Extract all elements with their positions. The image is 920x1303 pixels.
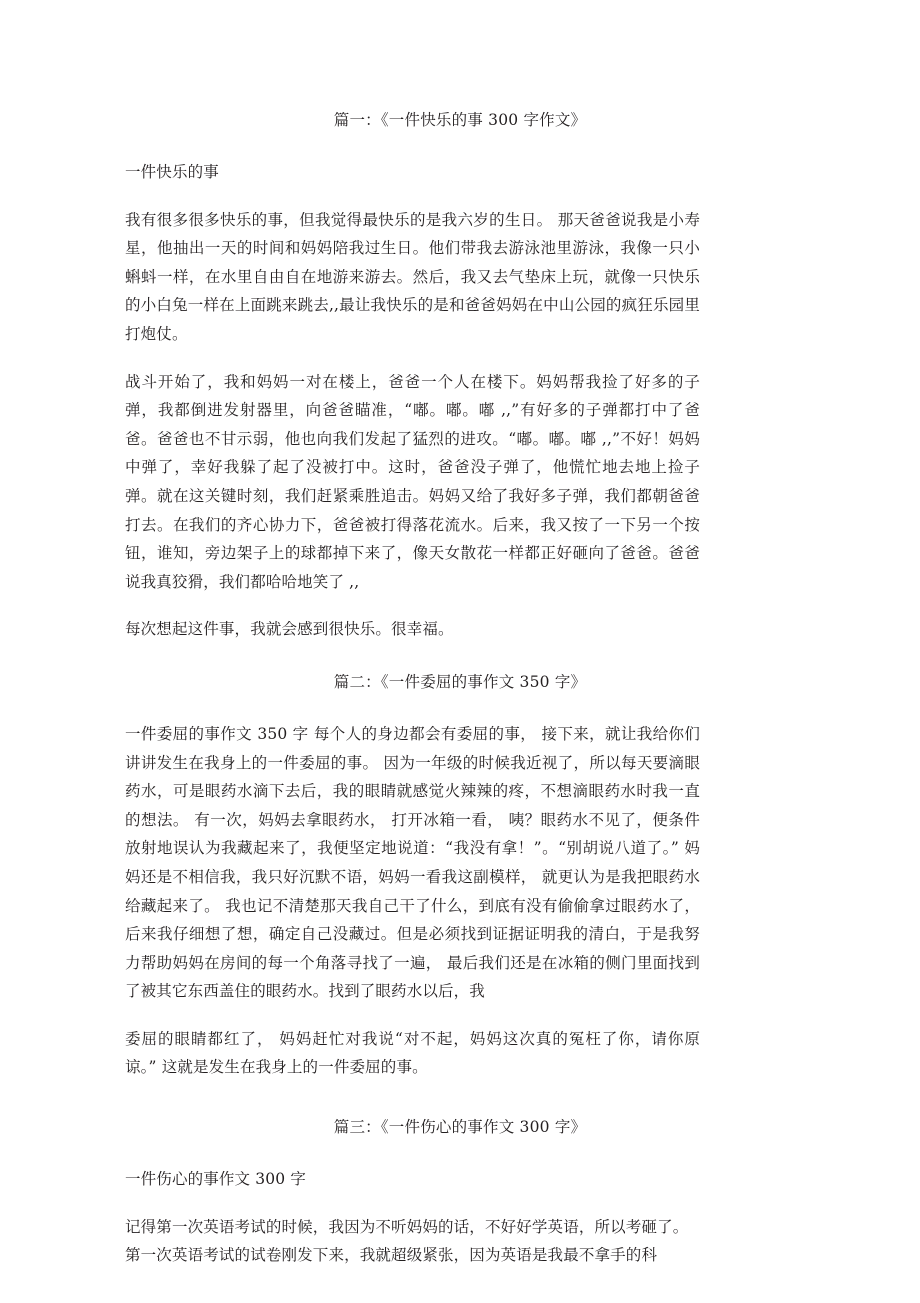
spacer-after-heading-two — [125, 694, 700, 720]
spacer-after-subtitle-one — [125, 187, 700, 206]
spacer-one-p1 — [125, 349, 700, 368]
top-margin-spacer — [125, 0, 700, 108]
section-two-paragraph-2: 委屈的眼睛都红了， 妈妈赶忙对我说“对不起，妈妈这次真的冤枉了你，请你原谅。” 这就是发生在我身上的一件委屈的事。 — [125, 1029, 700, 1077]
section-two-heading: 篇二：《一件委屈的事作文 350 字》 — [333, 672, 587, 691]
section-three-subtitle: 一件伤心的事作文 300 字 — [125, 1170, 307, 1189]
section-two-heading-wrap — [0, 670, 920, 694]
spacer-two-p1 — [125, 1006, 700, 1025]
section-one-paragraph-1: 我有很多很多快乐的事，但我觉得最快乐的是我六岁的生日。 那天爸爸说我是小寿星，他抽出一天的时间和妈妈陪我过生日。他们带我去游泳池里游泳，我像一只小蝌蚪一样，在水里自由自在地游来游去。然后，我又去气垫床上玩，就像一只快乐的小白兔一样在上面跳来跳去,,最让我快乐的是和爸爸妈妈在中山公园的疯狂乐园里打炮仗。 — [125, 210, 700, 343]
section-one-paragraph-3: 每次想起这件事，我就会感到很快乐。很幸福。 — [125, 620, 454, 639]
spacer-after-heading-one — [125, 132, 700, 158]
section-three-heading-wrap — [0, 1115, 920, 1139]
section-one-paragraph-2: 战斗开始了，我和妈妈一对在楼上，爸爸一个人在楼下。妈妈帮我捡了好多的子弹，我都倒进发射器里，向爸爸瞄准，“嘟。嘟。嘟 ,,”有好多的子弹都打中了爸爸。爸爸也不甘示弱，他也向我们发起了猛烈的进攻。“嘟。嘟。嘟 ,,”不好！妈妈中弹了，幸好我躲了起了没被打中。这时，爸爸没子弹了，他慌忙地去地上捡子弹。就在这关键时刻，我们赶紧乘胜追击。妈妈又给了我好多子弹，我们都朝爸爸打去。在我们的齐心协力下，爸爸被打得落花流水。后来，我又按了一下另一个按钮，谁知，旁边架子上的球都掉下来了，像天女散花一样都正好砸向了爸爸。爸爸说我真狡猾，我们都哈哈地笑了 ,, — [125, 372, 700, 591]
section-one-heading-wrap — [0, 108, 920, 132]
spacer-before-heading-two — [125, 644, 700, 670]
section-two-paragraph-1: 一件委屈的事作文 350 字 每个人的身边都会有委屈的事， 接下来，就让我给你们讲讲发生在我身上的一件委屈的事。 因为一年级的时候我近视了，所以每天要滴眼药水，可是眼药水滴下去后，我的眼睛就感觉火辣辣的疼，不想滴眼药水时我一直的想法。 有一次，妈妈去拿眼药水， 打开冰箱一看， 咦？眼药水不见了，便条件放射地误认为我藏起来了，我便坚定地说道：“我没有拿！”。“别胡说八道了。” 妈妈还是不相信我，我只好沉默不语，妈妈一看我这副模样， 就更认为是我把眼药水给藏起来了。 我也记不清楚那天我自己干了什么，到底有没有偷偷拿过眼药水了， 后来我仔细想了想，确定自己没藏过。但是必须找到证据证明我的清白，于是我努力帮助妈妈在房间的每一个角落寻找了一遍， 最后我们还是在冰箱的侧门里面找到了被其它东西盖住的眼药水。找到了眼药水以后，我 — [125, 724, 700, 1001]
section-one-subtitle: 一件快乐的事 — [125, 163, 219, 182]
section-one-heading: 篇一：《一件快乐的事 300 字作文》 — [333, 111, 587, 129]
spacer-before-heading-three — [125, 1082, 700, 1115]
spacer-after-subtitle-three — [125, 1194, 700, 1213]
document-text-column — [125, 0, 700, 1270]
section-three-heading: 篇三：《一件伤心的事作文 300 字》 — [333, 1118, 587, 1137]
section-three-paragraph-1: 记得第一次英语考试的时候，我因为不听妈妈的话，不好好学英语，所以考砸了。 — [125, 1217, 689, 1236]
spacer-after-heading-three — [125, 1139, 700, 1165]
section-three-paragraph-2: 第一次英语考试的试卷刚发下来，我就超级紧张，因为英语是我最不拿手的科 — [125, 1246, 658, 1265]
spacer-one-p2 — [125, 596, 700, 615]
